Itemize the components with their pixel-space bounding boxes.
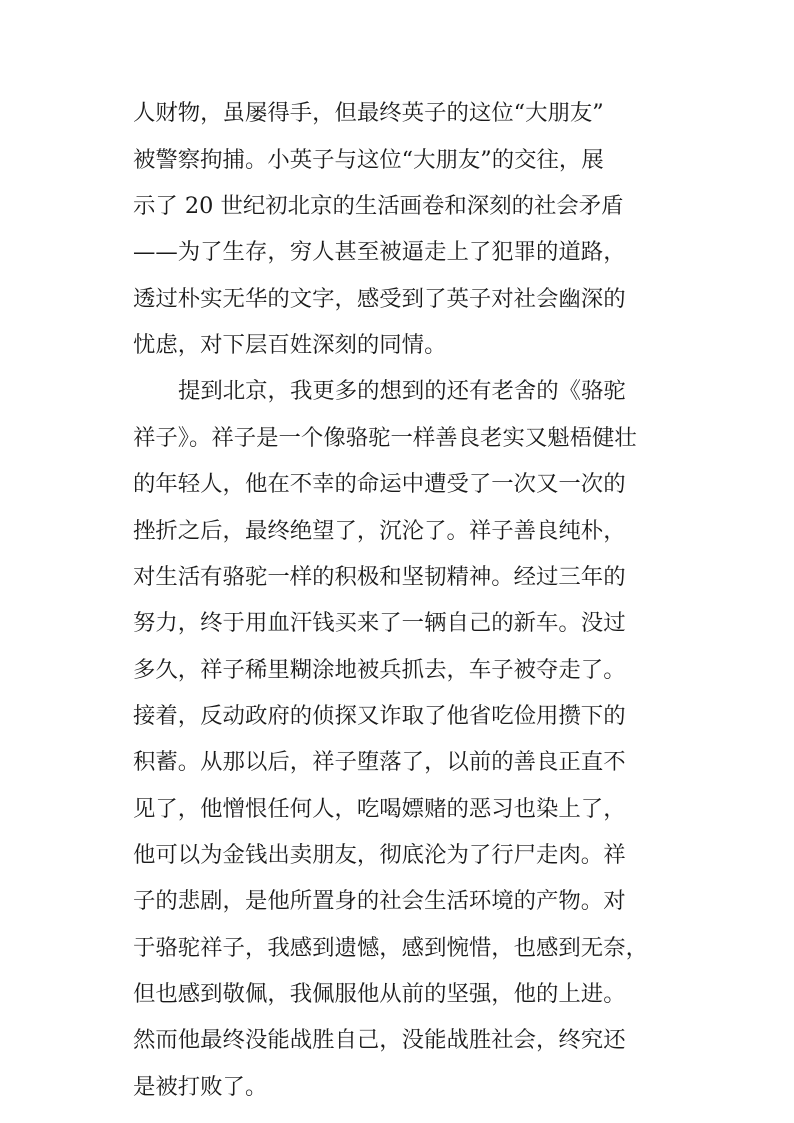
- text-line-11: 对生活有骆驼一样的积极和坚韧精神。经过三年的: [133, 564, 626, 590]
- text-line-8: 祥子》。祥子是一个像骆驼一样善良老实又魁梧健壮: [133, 425, 637, 451]
- text-line-10: 挫折之后，最终绝望了，沉沦了。祥子善良纯朴，: [133, 518, 626, 544]
- text-line-17: 他可以为金钱出卖朋友，彻底沦为了行尸走肉。祥: [133, 842, 626, 868]
- text-line-13: 多久，祥子稀里糊涂地被兵抓去，车子被夺走了。: [133, 657, 626, 683]
- text-line-5: 透过朴实无华的文字，感受到了英子对社会幽深的: [133, 286, 626, 312]
- text-line-18: 子的悲剧，是他所置身的社会生活环境的产物。对: [133, 888, 626, 914]
- text-line-1: 人财物，虽屡得手，但最终英子的这位“大朋友”: [133, 100, 604, 126]
- text-line-21: 然而他最终没能战胜自己，没能战胜社会，终究还: [133, 1027, 626, 1053]
- text-line-6: 忧虑，对下层百姓深刻的同情。: [133, 332, 447, 358]
- text-line-16: 见了，他憎恨任何人，吃喝嫖赌的恶习也染上了，: [133, 796, 626, 822]
- text-line-3: 示了 20 世纪初北京的生活画卷和深刻的社会矛盾: [133, 193, 624, 219]
- text-line-15: 积蓄。从那以后，祥子堕落了，以前的善良正直不: [133, 749, 626, 775]
- text-line-22: 是被打败了。: [133, 1074, 268, 1100]
- paragraph-start-line: 提到北京，我更多的想到的还有老舍的《骆驼: [178, 378, 626, 404]
- text-line-2: 被警察拘捕。小英子与这位“大朋友”的交往，展: [133, 147, 604, 173]
- text-line-12: 努力，终于用血汗钱买来了一辆自己的新车。没过: [133, 610, 626, 636]
- text-line-14: 接着，反动政府的侦探又诈取了他省吃俭用攒下的: [133, 703, 626, 729]
- text-line-19: 于骆驼祥子，我感到遗憾，感到惋惜，也感到无奈，: [133, 935, 648, 961]
- text-line-9: 的年轻人，他在不幸的命运中遭受了一次又一次的: [133, 471, 626, 497]
- text-line-4: ——为了生存，穷人甚至被逼走上了犯罪的道路，: [133, 239, 626, 265]
- text-line-20: 但也感到敬佩，我佩服他从前的坚强，他的上进。: [133, 981, 626, 1007]
